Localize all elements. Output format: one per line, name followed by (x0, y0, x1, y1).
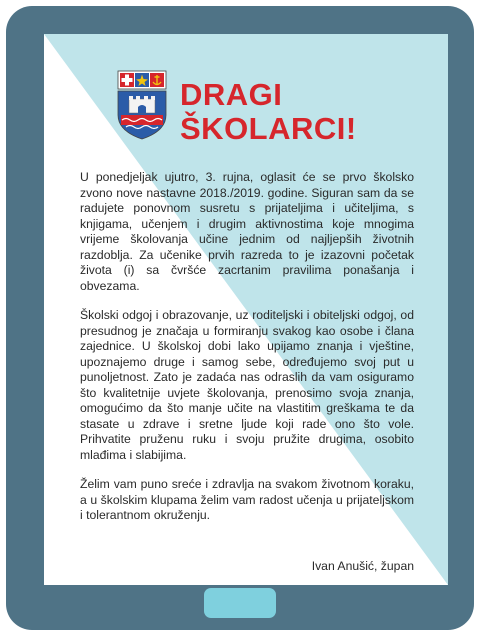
tablet-screen (44, 34, 448, 585)
letter-signature: Ivan Anušić, župan (311, 559, 414, 573)
coat-of-arms-icon (116, 69, 168, 141)
tablet-home-button (204, 588, 276, 618)
letter-paragraph-3: Želim vam puno sreće i zdravlja na svakom životnom koraku, a u školskim klupama želim vam radost učenja u prijateljskom i tolerantnom okruženju. (80, 477, 414, 522)
letter-paragraph-2: Školski odgoj i obrazovanje, uz roditeljski i obiteljski odgoj, od presudnog je značaja u formiranju svakog kao osobe i člana zajednice. U školskoj dobi lako upijamo znanja i vještine, upoznajemo druge i samog sebe, određujemo svoj put u punoljetnost. Zato je zadaća nas odraslih da vam osiguramo što kvalitetnije uvjete školovanja, prenosimo svoja znanja, omogućimo da što manje učite na vlastitim greškama te da stasate u zdrave i sretne ljude koji rade ono što vole. Prihvatite pruženu ruku i svoju pružite drugima, osobito mlađima i slabijima. (80, 308, 414, 462)
letter-paragraph-1: U ponedjeljak ujutro, 3. rujna, oglasit će se prvo školsko zvono nove nastavne 2018./2019. godine. Siguran sam da se radujete ponovnom susretu s prijateljima i učiteljima, s knjigama, učenjem i drugim aktivnostima koje mnogima vrijeme školovanja učine jednim od najljepših životnih razdoblja. Za učenike prvih razreda to je izazovni početak života (i) sa čvršće zacrtanim pravilima ponašanja i obvezama. (80, 170, 414, 293)
tablet-frame (6, 6, 474, 630)
page-title (180, 78, 420, 146)
letter-body (80, 170, 414, 538)
headline-line-1: DRAGI (180, 77, 283, 112)
headline-line-2: ŠKOLARCI! (180, 111, 357, 146)
